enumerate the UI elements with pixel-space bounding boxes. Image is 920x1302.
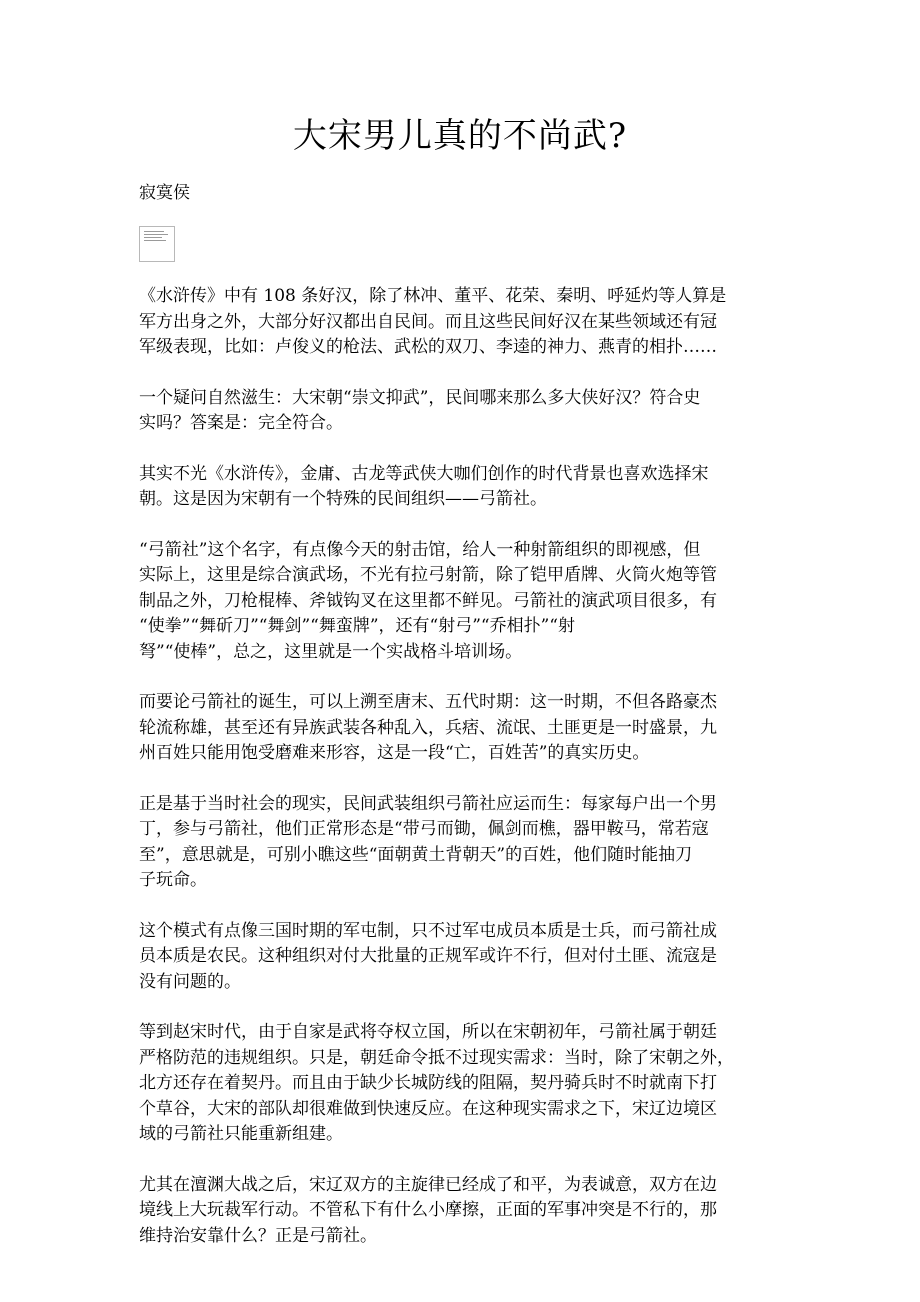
article-paragraph (139, 386, 789, 437)
thumbnail-text-line (144, 231, 164, 232)
text-line: 朝。这是因为宋朝有一个特殊的民间组织——弓箭社。 (139, 489, 547, 509)
text-line: 至”，意思就是，可别小瞧这些“面朝黄土背朝天”的百姓，他们随时能抽刀 (139, 844, 693, 865)
thumbnail-text-line (144, 234, 168, 235)
article-paragraph (139, 792, 789, 894)
text-line: 实际上，这里是综合演武场，不光有拉弓射箭，除了铠甲盾牌、火筒火炮等管 (139, 565, 717, 585)
article-paragraph (139, 538, 789, 666)
article-paragraph (139, 1020, 789, 1148)
thumbnail-text-line (144, 237, 162, 238)
text-line: 域的弓箭社只能重新组建。 (139, 1124, 343, 1144)
text-line: 等到赵宋时代，由于自家是武将夺权立国，所以在宋朝初年，弓箭社属于朝廷 (139, 1022, 717, 1042)
text-line: 个草谷，大宋的部队却很难做到快速反应。在这种现实需求之下，宋辽边境区 (139, 1098, 717, 1119)
text-line: 北方还存在着契丹。而且由于缺少长城防线的阻隔，契丹骑兵时不时就南下打 (139, 1073, 717, 1093)
text-line: 制品之外，刀枪棍棒、斧钺钩叉在这里都不鲜见。弓箭社的演武项目很多，有 (139, 590, 717, 611)
article-body (139, 284, 789, 1274)
text-line: 严格防范的违规组织。只是，朝廷命令抵不过现实需求：当时，除了宋朝之外， (139, 1047, 734, 1068)
article-title: 大宋男儿真的不尚武? (292, 116, 628, 156)
text-line: 一个疑问自然滋生：大宋朝“崇文抑武”，民间哪来那么多大侠好汉？符合史 (139, 387, 701, 408)
article-paragraph (139, 284, 789, 361)
thumbnail-text-line (144, 240, 166, 241)
article-author: 寂寞侯 (139, 183, 190, 203)
text-line: 子玩命。 (139, 870, 207, 890)
text-line: 《水浒传》中有 108 条好汉，除了林冲、董平、花荣、秦明、呼延灼等人算是 (139, 286, 727, 306)
text-line: 维持治安靠什么？正是弓箭社。 (139, 1225, 377, 1246)
article-paragraph (139, 919, 789, 996)
text-line: 员本质是农民。这种组织对付大批量的正规军或许不行，但对付土匪、流寇是 (139, 946, 717, 966)
embedded-image-thumbnail[interactable] (139, 226, 175, 262)
text-line: 丁，参与弓箭社，他们正常形态是“带弓而锄，佩剑而樵，器甲鞍马，常若寇 (139, 819, 709, 839)
text-line: 轮流称雄，甚至还有异族武装各种乱入，兵痞、流氓、土匪更是一时盛景，九 (139, 717, 717, 738)
text-line: “使拳”“舞斫刀”“舞剑”“舞蛮牌”，还有“射弓”“乔相扑”“射 (139, 616, 575, 636)
text-line: 其实不光《水浒传》，金庸、古龙等武侠大咖们创作的时代背景也喜欢选择宋 (139, 463, 709, 484)
article-paragraph (139, 1173, 789, 1250)
text-line: 而要论弓箭社的诞生，可以上溯至唐末、五代时期：这一时期，不但各路豪杰 (139, 692, 717, 712)
text-line: 弩”“使棒”，总之，这里就是一个实战格斗培训场。 (139, 641, 523, 662)
text-line: 实吗？答案是：完全符合。 (139, 413, 343, 433)
text-line: 州百姓只能用饱受磨难来形容，这是一段“亡，百姓苦”的真实历史。 (139, 743, 650, 763)
text-line: 这个模式有点像三国时期的军屯制，只不过军屯成员本质是士兵，而弓箭社成 (139, 920, 717, 941)
text-line: 军方出身之外，大部分好汉都出自民间。而且这些民间好汉在某些领域还有冠 (139, 311, 717, 332)
article-paragraph (139, 690, 789, 767)
text-line: 尤其在澶渊大战之后，宋辽双方的主旋律已经成了和平，为表诚意，双方在边 (139, 1174, 717, 1195)
text-line: 境线上大玩裁军行动。不管私下有什么小摩擦，正面的军事冲突是不行的，那 (139, 1200, 717, 1220)
text-line: 没有问题的。 (139, 971, 241, 992)
text-line: 正是基于当时社会的现实，民间武装组织弓箭社应运而生：每家每户出一个男 (139, 793, 717, 814)
text-line: 军级表现，比如：卢俊义的枪法、武松的双刀、李逵的神力、燕青的相扑…… (139, 337, 717, 357)
article-paragraph (139, 462, 789, 513)
text-line: “弓箭社”这个名字，有点像今天的射击馆，给人一种射箭组织的即视感，但 (139, 539, 701, 560)
